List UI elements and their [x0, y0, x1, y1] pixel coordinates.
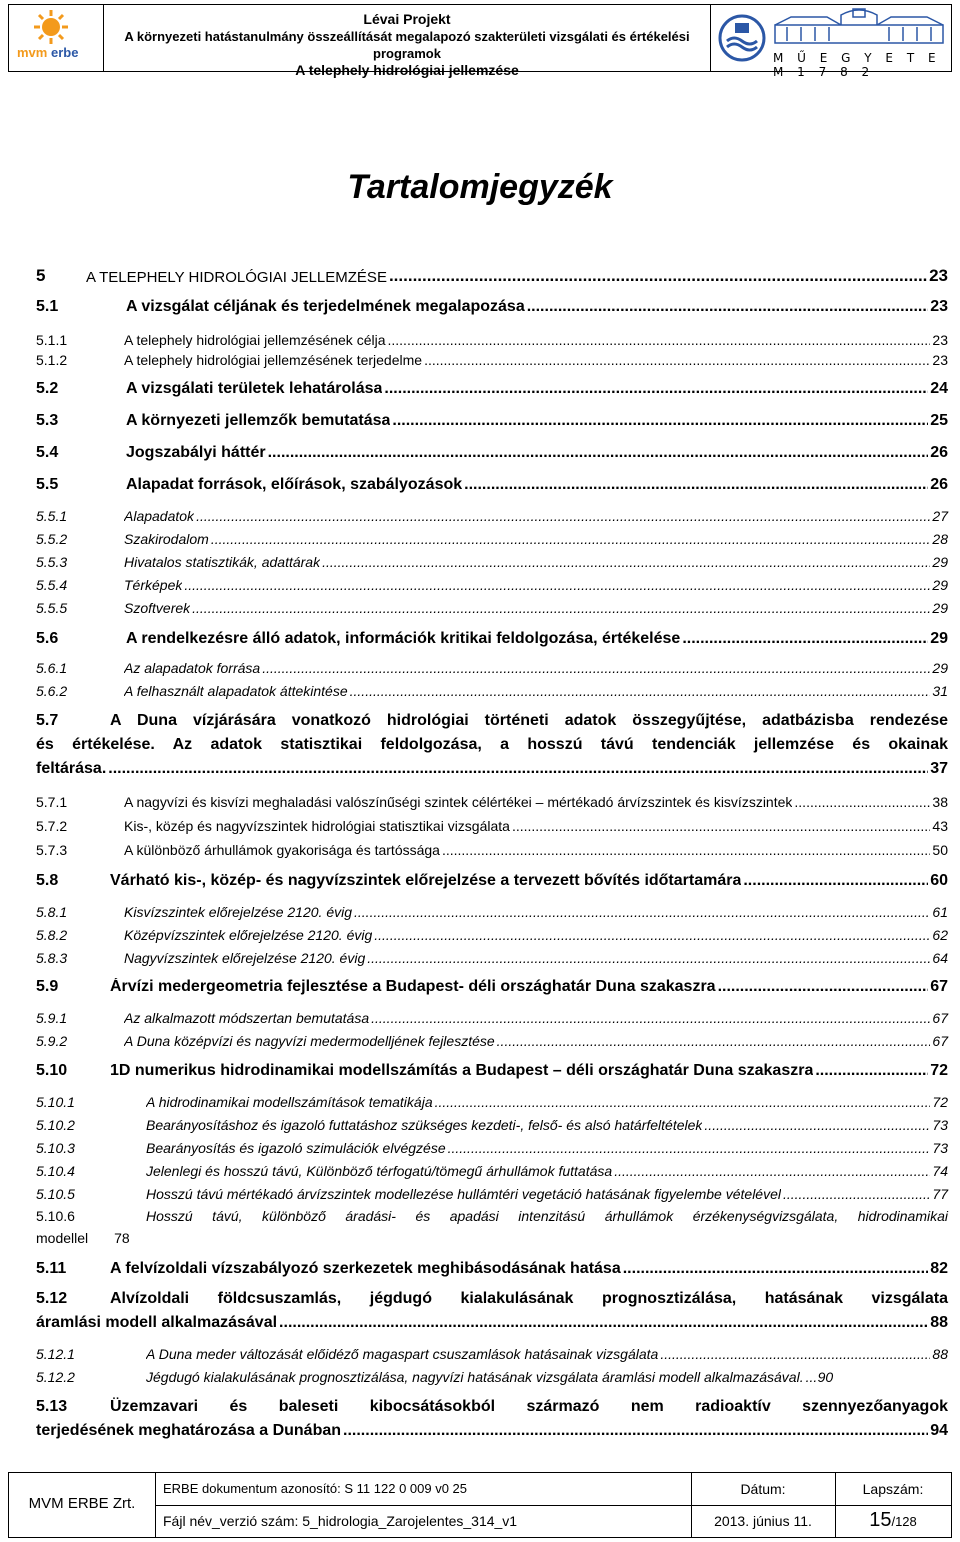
toc-number: 5.12 — [36, 1290, 68, 1307]
toc-label: A Duna középvízi és nagyvízi medermodelljének fejlesztése — [124, 1033, 495, 1049]
toc-label: áramlási modell alkalmazásával — [36, 1314, 278, 1331]
toc-entry-multiline[interactable] — [36, 1208, 948, 1246]
footer-date: 2013. június 11. — [714, 1513, 812, 1529]
toc-number: 5.6.2 — [36, 683, 68, 699]
toc-entry[interactable] — [36, 1163, 948, 1179]
toc-label: Hosszú távú, különböző áradási- és apadási intenzitású árhullámok érzékenységvizsgálata, hidrodinamikai — [146, 1208, 948, 1224]
toc-number: 5.1 — [36, 298, 59, 315]
toc-number: 5.1.1 — [36, 332, 68, 348]
toc-page: 29 — [930, 630, 948, 647]
toc-page: 31 — [932, 683, 948, 699]
toc-label: Jelenlegi és hosszú távú, Különböző térfogatú/tömegű árhullámok futtatása — [146, 1163, 613, 1179]
toc-entry[interactable] — [36, 978, 948, 996]
toc-page: 37 — [930, 760, 948, 777]
toc-entry[interactable] — [36, 1062, 948, 1080]
footer-company: MVM ERBE Zrt. — [28, 1495, 136, 1512]
toc-entry[interactable] — [36, 927, 948, 943]
toc-number: 5.7.2 — [36, 818, 68, 834]
toc-label: Alapadatok — [124, 508, 195, 524]
toc-entry-multiline[interactable] — [36, 712, 948, 778]
toc-number: 5.12.2 — [36, 1369, 75, 1385]
toc-number: 5.10 — [36, 1062, 68, 1079]
toc-page: 23 — [930, 298, 948, 315]
toc-number: 5.8 — [36, 872, 59, 889]
toc-page: 29 — [932, 660, 948, 676]
toc-number: 5.10.3 — [36, 1140, 75, 1156]
footer-date-label: Dátum: — [740, 1481, 786, 1497]
logo-erbe-text: erbe — [50, 45, 79, 60]
toc-page: 26 — [930, 476, 948, 493]
toc-label: Szoftverek — [124, 600, 191, 616]
toc-entry[interactable] — [36, 950, 948, 966]
mvm-erbe-logo — [9, 5, 104, 71]
toc-entry[interactable] — [36, 630, 948, 648]
toc-label: A felvízoldali vízszabályozó szerkezetek meghibásodásának hatása — [110, 1260, 621, 1277]
toc-label: Hivatalos statisztikák, adattárak — [124, 554, 321, 570]
project-name: Lévai Projekt — [363, 11, 451, 27]
toc-entry[interactable] — [36, 554, 948, 570]
toc-entry[interactable] — [36, 444, 948, 462]
page-title: Tartalomjegyzék — [347, 168, 613, 206]
toc-entry[interactable] — [36, 577, 948, 593]
toc-page: 60 — [930, 872, 948, 889]
toc-number: 5.5.3 — [36, 554, 68, 570]
toc-label: A Duna meder változását előidéző magaspart csuszamlások hatásainak vizsgálata — [146, 1346, 659, 1362]
toc-page: 50 — [932, 842, 948, 858]
toc-label: Jogszabályi háttér — [126, 444, 266, 461]
footer-file-name: Fájl név_verzió szám: 5_hidrologia_Zarojelentes_314_v1 — [163, 1513, 518, 1529]
toc-label: Jégdugó kialakulásának prognosztizálása, nagyvízi hatásának vizsgálata áramlási modell alkalmazásával. — [146, 1369, 804, 1385]
toc-label: A TELEPHELY HIDROLÓGIAI JELLEMZÉSE — [86, 269, 387, 286]
toc-entry[interactable] — [36, 872, 948, 890]
sun-icon — [31, 9, 71, 45]
toc-label: Üzemzavari és baleseti kibocsátásokból származó nem radioaktív szennyezőanyagok — [110, 1398, 948, 1415]
toc-number: 5.2 — [36, 380, 59, 397]
toc-label: Kisvízszintek előrejelzése 2120. évig — [124, 904, 353, 920]
toc-page: 61 — [932, 904, 948, 920]
toc-page: 90 — [817, 1369, 834, 1385]
toc-label: Az alkalmazott módszertan bemutatása — [124, 1010, 370, 1026]
toc-page: 67 — [932, 1010, 948, 1026]
footer-page-label: Lapszám: — [862, 1481, 924, 1497]
toc-label: A rendelkezésre álló adatok, információk kritikai feldolgozása, értékelése — [126, 630, 681, 647]
toc-number: 5.5 — [36, 476, 59, 493]
toc-label: 1D numerikus hidrodinamikai modellszámítás a Budapest – déli országhatár Duna szakaszra — [110, 1062, 814, 1079]
toc-number: 5.5.2 — [36, 531, 68, 547]
toc-page: 88 — [930, 1314, 948, 1331]
toc-page: 74 — [932, 1163, 948, 1179]
toc-label: A Duna vízjárására vonatkozó hidrológiai történeti adatok összegyűjtése, adatbázisba rendezése — [110, 712, 948, 729]
footer-doc-id: ERBE dokumentum azonosító: S 11 122 0 009 v0 25 — [163, 1481, 468, 1496]
toc-number: 5 — [36, 266, 46, 285]
toc-entry[interactable] — [36, 1094, 948, 1110]
toc-page: 25 — [930, 412, 948, 429]
toc-entry[interactable] — [36, 1260, 948, 1278]
toc-entry[interactable] — [36, 266, 948, 286]
toc-number: 5.3 — [36, 412, 59, 429]
toc-page: 23 — [932, 352, 948, 368]
toc-label: Kis-, közép és nagyvízszintek hidrológiai statisztikai vizsgálata — [124, 818, 510, 834]
footer-page-current: 15 — [869, 1509, 892, 1531]
toc-page: 94 — [930, 1422, 948, 1439]
toc-entry[interactable] — [36, 1010, 948, 1026]
toc-entry[interactable] — [36, 508, 948, 524]
toc-number: 5.7.1 — [36, 794, 68, 810]
page-header — [8, 4, 952, 79]
toc-entry[interactable] — [36, 818, 948, 834]
toc-number: 5.8.1 — [36, 904, 68, 920]
header-titles — [103, 5, 711, 78]
footer-page-total: /128 — [891, 1514, 917, 1529]
toc-label: feltárása. — [36, 760, 107, 777]
toc-page: 62 — [932, 927, 948, 943]
toc-number: 5.9.2 — [36, 1033, 68, 1049]
toc-label: A telephely hidrológiai jellemzésének terjedelme — [124, 352, 423, 368]
toc-label: modellel — [36, 1230, 89, 1246]
toc-page: 64 — [932, 950, 948, 966]
toc-label: A telephely hidrológiai jellemzésének célja — [124, 332, 386, 348]
toc-label: Árvízi medergeometria fejlesztése a Budapest- déli országhatár Duna szakaszra — [110, 978, 716, 995]
toc-number: 5.10.6 — [36, 1208, 75, 1224]
toc-label: A különböző árhullámok gyakorisága és tartóssága — [124, 842, 440, 858]
vituki-seal-icon — [717, 13, 767, 63]
toc-label: Alapadat források, előírások, szabályozások — [126, 476, 463, 493]
toc-entry[interactable] — [36, 352, 948, 368]
toc-entry[interactable] — [36, 1186, 948, 1202]
toc-number: 5.9.1 — [36, 1010, 68, 1026]
toc-number: 5.7.3 — [36, 842, 68, 858]
toc-page: 43 — [932, 818, 948, 834]
toc-number: 5.8.3 — [36, 950, 68, 966]
toc-page: 29 — [932, 600, 948, 616]
toc-page: 24 — [930, 380, 948, 397]
toc-number: 5.4 — [36, 444, 59, 461]
toc-page: 23 — [932, 332, 948, 348]
toc-entry[interactable] — [36, 476, 948, 494]
toc-number: 5.9 — [36, 978, 59, 995]
toc-label: Várható kis-, közép- és nagyvízszintek előrejelzése a tervezett bővítés időtartamára — [110, 872, 742, 889]
toc-number: 5.8.2 — [36, 927, 68, 943]
toc-page: 29 — [932, 577, 948, 593]
toc-entry[interactable] — [36, 1140, 948, 1156]
toc-number: 5.7 — [36, 712, 59, 729]
toc-page: 67 — [932, 1033, 948, 1049]
toc-entry[interactable] — [36, 531, 948, 547]
toc-page: 78 — [114, 1230, 130, 1246]
toc-page: 82 — [930, 1260, 948, 1277]
toc-page: 73 — [932, 1140, 948, 1156]
toc-number: 5.10.4 — [36, 1163, 75, 1179]
page-footer — [8, 1472, 952, 1538]
toc-entry[interactable] — [36, 1117, 948, 1133]
toc-entry[interactable] — [36, 380, 948, 398]
toc-entry-multiline[interactable] — [36, 1290, 948, 1332]
toc-entry[interactable] — [36, 1346, 948, 1362]
toc-entry[interactable] — [36, 332, 948, 348]
document-subject: A telephely hidrológiai jellemzése — [295, 62, 519, 78]
toc-number: 5.13 — [36, 1398, 68, 1415]
toc-label: és értékelése. Az adatok statisztikai feldolgozása, a hosszú távú tendenciák jellemzése és okainak — [36, 736, 948, 753]
toc-entry[interactable] — [36, 1033, 948, 1049]
toc-number: 5.1.2 — [36, 352, 68, 368]
toc-page: 67 — [930, 978, 948, 995]
toc-entry-multiline[interactable] — [36, 1398, 948, 1440]
toc-number: 5.6.1 — [36, 660, 68, 676]
muegyetem-text: M Ű E G Y E T E M 1 7 8 2 — [773, 51, 941, 79]
toc-page: 73 — [932, 1117, 948, 1133]
toc-number: 5.5.5 — [36, 600, 68, 616]
toc-label: Bearányosításhoz és igazoló futtatáshoz szükséges kezdeti-, felső- és alsó határfeltételek — [146, 1117, 703, 1133]
toc-number: 5.5.4 — [36, 577, 68, 593]
logo-mvm-text: mvm — [17, 45, 48, 60]
toc-label: Középvízszintek előrejelzése 2120. évig — [124, 927, 373, 943]
toc-page: 72 — [932, 1094, 948, 1110]
toc-page: 27 — [932, 508, 948, 524]
program-name: A környezeti hatástanulmány összeállítását megalapozó szakterületi vizsgálati és értékelési programok — [124, 29, 690, 61]
toc-number: 5.6 — [36, 630, 59, 647]
toc-label: A vizsgálati területek lehatárolása — [126, 380, 383, 397]
toc-page: 29 — [932, 554, 948, 570]
toc-label: Bearányosítás és igazoló szimulációk elvégzése — [146, 1140, 446, 1156]
toc-page: 26 — [930, 444, 948, 461]
toc-label: A hidrodinamikai modellszámítások tematikája — [146, 1094, 433, 1110]
toc-number: 5.10.5 — [36, 1186, 75, 1202]
toc-entry[interactable] — [36, 904, 948, 920]
toc-page: 28 — [932, 531, 948, 547]
toc-label: terjedésének meghatározása a Dunában — [36, 1422, 342, 1439]
toc-page: 38 — [932, 794, 948, 810]
toc-label: A környezeti jellemzők bemutatása — [126, 412, 391, 429]
toc-page: 72 — [930, 1062, 948, 1079]
toc-entry[interactable] — [36, 842, 948, 858]
toc-page: 23 — [929, 266, 948, 285]
toc-label: Az alapadatok forrása — [124, 660, 261, 676]
bme-logo — [710, 5, 951, 79]
toc-number: 5.11 — [36, 1260, 67, 1277]
toc-number: 5.10.1 — [36, 1094, 75, 1110]
toc-entry[interactable] — [36, 600, 948, 616]
toc-label: Szakirodalom — [124, 531, 209, 547]
toc-label: A nagyvízi és kisvízi meghaladási valószínűségi szintek célértékei – mértékadó árvízszintek és kisvízszintek — [124, 794, 793, 810]
toc-label: A vizsgálat céljának és terjedelmének megalapozása — [126, 298, 525, 315]
toc-number: 5.5.1 — [36, 508, 68, 524]
toc-entry[interactable] — [36, 412, 948, 430]
toc-entry[interactable] — [36, 298, 948, 316]
toc-label: Nagyvízszintek előrejelzése 2120. évig — [124, 950, 366, 966]
toc-entry[interactable] — [36, 1369, 948, 1385]
footer-page-number — [835, 1509, 951, 1532]
toc-entry[interactable] — [36, 794, 948, 810]
toc-label: Térképek — [124, 577, 183, 593]
toc-number: 5.12.1 — [36, 1346, 75, 1362]
university-building-icon — [771, 7, 947, 51]
toc-entry[interactable] — [36, 683, 948, 699]
toc-label: Hosszú távú mértékadó árvízszintek modellezése hullámtéri vegetáció hatásának figyelembe vételével — [146, 1186, 781, 1202]
toc-label: Alvízoldali földcsuszamlás, jégdugó kialakulásának prognosztizálása, hatásának vizsgálata — [110, 1290, 948, 1307]
toc-page: 77 — [932, 1186, 948, 1202]
toc-entry[interactable] — [36, 660, 948, 676]
toc-number: 5.10.2 — [36, 1117, 75, 1133]
toc-label: A felhasznált alapadatok áttekintése — [124, 683, 348, 699]
toc-page: 88 — [932, 1346, 948, 1362]
